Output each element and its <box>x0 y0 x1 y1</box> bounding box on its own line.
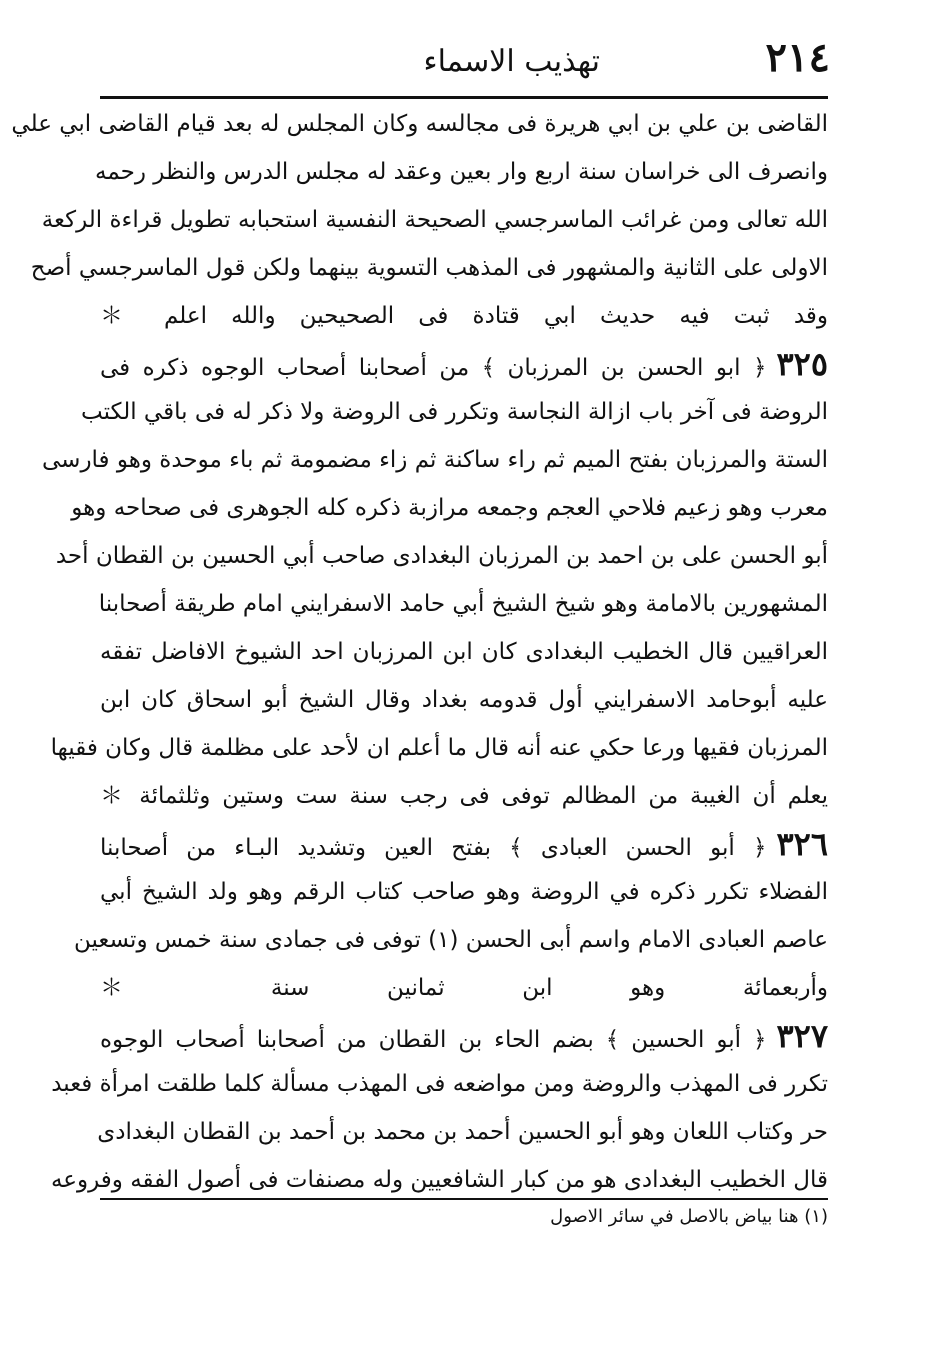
text-line: وانصرف الى خراسان سنة اربع وار بعين وعقد له مجلس الدرس والنظر رحمه <box>95 159 828 185</box>
entry-number: ٣٢٦ <box>776 825 828 863</box>
text-line: حر وكتاب اللعان وهو أبو الحسين أحمد بن محمد بن أحمد بن القطان البغدادى <box>97 1119 828 1145</box>
text-line: يعلم أن الغيبة من المظالم توفى فى رجب سنة ست وستين وثلثمائة ＊ <box>100 783 828 809</box>
text-line: المرزبان فقيها ورعا حكي عنه أنه قال ما أعلم ان لأحد على مظلمة قال وكان فقيها <box>50 735 828 761</box>
text-line: وأربعمائة وهو ابن ثمانين سنة ＊ <box>100 975 828 1001</box>
entry-number: ٣٢٧ <box>776 1017 828 1055</box>
page-header <box>100 34 830 92</box>
text-line: الستة والمرزبان بفتح الميم ثم راء ساكنة ثم زاء مضمومة ثم باء موحدة وهو فارسى <box>42 447 828 473</box>
text-line: وقد ثبت فيه حديث ابي قتادة فى الصحيحين والله اعلم ＊ <box>100 303 828 329</box>
text-line: عاصم العبادى الامام واسم أبى الحسن (١) توفى فى جمادى سنة خمس وتسعين <box>73 927 828 953</box>
text-line: الله تعالى ومن غرائب الماسرجسي الصحيحة النفسية استحبابه تطويل قراءة الركعة <box>41 207 828 233</box>
body-text <box>11 100 828 1204</box>
entry-heading: ﴿ ابو الحسن بن المرزبان ﴾ من أصحابنا أصحاب الوجوه ذكره فى <box>100 355 767 381</box>
text-line: معرب وهو زعيم فلاحي العجم وجمعه مرازبة ذكره كله الجوهرى فى صحاحه وهو <box>71 495 828 521</box>
footnote-rule <box>100 1198 828 1200</box>
running-title: تهذيب الاسماء <box>423 44 600 79</box>
entry-number: ٣٢٥ <box>776 345 828 383</box>
text-line: المشهورين بالامامة وهو شيخ الشيخ أبي حامد الاسفرايني امام طريقة أصحابنا <box>98 591 828 617</box>
text-line: تكرر فى المهذب والروضة ومن مواضعه فى المهذب مسألة كلما طلقت امرأة فعبد <box>51 1071 828 1097</box>
entry-heading: ﴿ أبو الحسن العبادى ﴾ بفتح العين وتشديد البـاء من أصحابنا <box>100 835 767 861</box>
text-line: الروضة فى آخر باب ازالة النجاسة وتكرر فى الروضة ولا ذكر له فى باقي الكتب <box>81 399 828 425</box>
entry-327-first-line <box>100 1012 828 1060</box>
text-line: عليه أبوحامد الاسفرايني أول قدومه بغداد وقال الشيخ أبو اسحاق كان ابن <box>100 687 828 713</box>
footnote: (١) هنا بياض بالاصل في سائر الاصول <box>550 1206 828 1227</box>
text-line: القاضى بن علي بن ابي هريرة فى مجالسه وكان المجلس له بعد قيام القاضى ابي علي <box>11 111 828 137</box>
entry-325-first-line <box>100 340 828 388</box>
header-rule <box>100 96 828 99</box>
text-line: العراقيين قال الخطيب البغدادى كان ابن المرزبان احد الشيوخ الافاضل تفقه <box>100 639 828 665</box>
text-line: الاولى على الثانية والمشهور فى المذهب التسوية بينهما ولكن قول الماسرجسي أصح <box>30 255 828 281</box>
entry-326-first-line <box>100 820 828 868</box>
entry-heading: ﴿ أبو الحسين ﴾ بضم الحاء بن القطان من أصحابنا أصحاب الوجوه <box>100 1027 767 1053</box>
text-line: الفضلاء تكرر ذكره في الروضة وهو صاحب كتاب الرقم وهو ولد الشيخ أبي <box>100 879 828 905</box>
page-number: ٢١٤ <box>765 34 830 81</box>
text-line: أبو الحسن على بن احمد بن المرزبان البغدادى صاحب أبي الحسين بن القطان أحد <box>55 543 828 569</box>
text-line: قال الخطيب البغدادى هو من كبار الشافعيين وله مصنفات فى أصول الفقه وفروعه <box>50 1167 828 1193</box>
